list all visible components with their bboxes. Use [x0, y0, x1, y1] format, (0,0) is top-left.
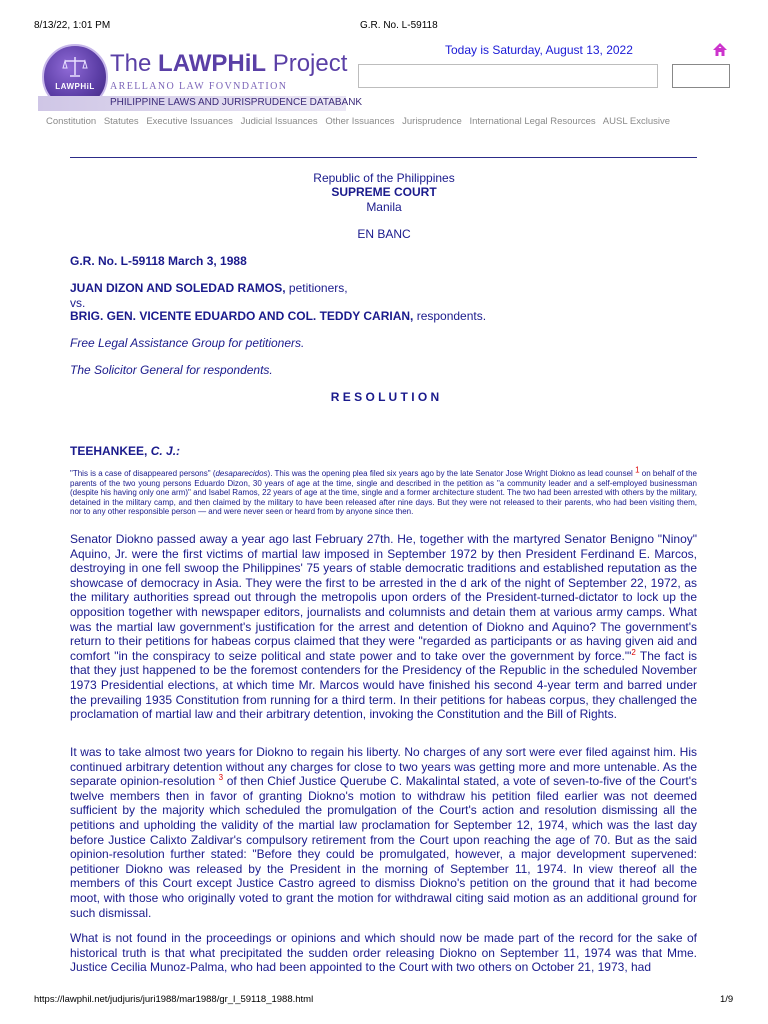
- republic-heading: Republic of the Philippines: [313, 171, 455, 185]
- footnote-link-3[interactable]: 3: [218, 773, 224, 783]
- paragraph-2: [70, 745, 697, 920]
- counsel-petitioners: Free Legal Assistance Group for petitioners.: [70, 336, 305, 350]
- respondents-names: BRIG. GEN. VICENTE EDUARDO AND COL. TEDDY CARIAN,: [70, 309, 414, 323]
- opening-text-a: "This is a case of disappeared persons" (: [70, 469, 216, 478]
- header-divider: [70, 157, 697, 158]
- home-icon[interactable]: [712, 42, 728, 58]
- nav-other-issuances[interactable]: Other Issuances: [325, 116, 395, 127]
- opening-plea-paragraph: [70, 465, 697, 517]
- search-button[interactable]: [672, 64, 730, 88]
- site-title-prefix: The: [110, 50, 159, 77]
- site-title-bold: LAWPHiL: [158, 50, 267, 77]
- ponente-title: C. J.:: [150, 444, 181, 458]
- site-title-suffix: Project: [266, 50, 348, 77]
- nav-international-legal-resources[interactable]: International Legal Resources: [469, 116, 596, 127]
- today-date: Today is Saturday, August 13, 2022: [445, 43, 633, 57]
- main-nav: [46, 116, 675, 127]
- petitioners-names: JUAN DIZON AND SOLEDAD RAMOS,: [70, 281, 286, 295]
- nav-judicial-issuances[interactable]: Judicial Issuances: [240, 116, 318, 127]
- paragraph-1: [70, 532, 697, 722]
- opening-text-italic: desaparecidos: [215, 469, 268, 478]
- search-input[interactable]: [358, 64, 658, 88]
- logo-label: LAWPHiL: [55, 82, 95, 91]
- site-subtitle: ARELLANO LAW FOVNDATION: [110, 81, 288, 92]
- case-number: G.R. No. L-59118 March 3, 1988: [70, 254, 247, 268]
- paragraph-3: What is not found in the proceedings or opinions and which should now be made part of the record for the sake of historical truth is that what precipitated the sudden order releasing Diokno on September 11, 1974 was that Mme. Justice Cecilia Munoz-Palma, who had been appointed to the Court with two others on October 21, 1973, had: [70, 931, 697, 975]
- nav-ausl-exclusive[interactable]: AUSL Exclusive: [602, 116, 671, 127]
- opening-text-b: ). This was the opening plea filed six years ago by the late Senator Jose Wright Diokno as lead counsel: [267, 469, 636, 478]
- counsel-respondents: The Solicitor General for respondents.: [70, 363, 273, 377]
- versus: vs.: [70, 296, 86, 310]
- print-footer-url: https://lawphil.net/judjuris/juri1988/mar1988/gr_l_59118_1988.html: [34, 994, 314, 1005]
- site-title[interactable]: [110, 50, 347, 78]
- respondents-role: respondents.: [413, 309, 487, 323]
- petitioners-role: petitioners,: [285, 281, 348, 295]
- respondents-line: [70, 309, 697, 323]
- scales-of-justice-icon: [62, 55, 88, 79]
- paragraph-1-text-a: Senator Diokno passed away a year ago last February 27th. He, together with the martyred Senator Benigno "Ninoy" Aquino, Jr. were the first victims of martial law imposed in September 1972 by then President Ferdinand E. Marcos, destroying in one fell swoop the Philippines' 75 years of stable democratic traditions and established reputation as the showcase of democracy in Asia. They were the first to be arrested in the d ark of the night of September 22, 1972, as the military authorities spread out through the metropolis upon orders of the President-turned-dictator to lock up the opposition together with newspaper editors, journalists and columnists and detain them at various army camps. What was the martial law government's justification for the arrest and detention of Diokno and Aquino? The government's return to their petitions for habeas corpus claimed that they were "regarded as participants or as having given aid and comfort "in the conspiracy to seize political and state power and to take over the government by force."': [70, 532, 697, 663]
- paragraph-2-text-a: It was to take almost two years for Diokno to regain his liberty. No charges of any sort were ever filed against him. His continued arbitrary detention without any charges for close to two years was getting more and more untenable. As the separate opinion-resolution: [70, 745, 697, 789]
- petitioners-line: [70, 281, 697, 295]
- paragraph-1-text-b: The fact is that they just happened to be the foremost contenders for the Presidency of the Republic in the scheduled November 1973 Presidential elections, at which time Mr. Marcos would have finished his second 4-year term and barred under the prevailing 1935 Constitution from running for a third term. In their petitions for habeas corpus, they challenged the proclamation of martial law and their arbitrary detention, invoking the Constitution and the Bill of Rights.: [70, 648, 697, 722]
- tagline-bar: [38, 96, 363, 111]
- opening-text-c: on behalf of the parents of the two young persons Eduardo Dizon, 30 years of age at the time, single and described in the petition as "a community leader and a self-employed businessman (despite his having only one arm)" and Isabel Ramos, 22 years of age at the time, single and a former architecture student. The two had been arrested with others by the military, detained in the military camp, and then claimed by the military to have been released after nine days. But they were not released to their parents, who had been visiting them, nor to any other responsible person — and were never seen or heard from by anyone since then.: [70, 469, 697, 517]
- ponente: [70, 444, 697, 458]
- footnote-link-2[interactable]: 2: [631, 647, 636, 657]
- nav-statutes[interactable]: Statutes: [103, 116, 139, 127]
- resolution-heading: R E S O L U T I O N: [330, 390, 440, 404]
- tagline-text: PHILIPPINE LAWS AND JURISPRUDENCE DATABANK: [110, 97, 363, 108]
- city-heading: Manila: [366, 200, 402, 214]
- court-heading: SUPREME COURT: [331, 185, 437, 199]
- print-doc-title: G.R. No. L-59118: [360, 20, 438, 31]
- print-datetime: 8/13/22, 1:01 PM: [34, 20, 111, 31]
- paragraph-2-text-b: of then Chief Justice Querube C. Makalintal stated, a vote of seven-to-five of the Court's twelve members then in favor of granting Diokno's motion to withdraw his petition filed earlier was not deemed sufficient by the majority which scheduled the promulgation of the Court's action and resolution dismissing all the petitions and upholding the validity of the martial law proclamation for September 12, 1974, which was the last day before Justice Calixto Zaldivar's compulsory retirement from the Court upon reaching the age of 70. But as the said opinion-resolution further stated: "Before they could be promulgated, however, a major development supervened: petitioner Diokno was released by the President in the morning of September 11, 1974. In view thereof all the members of this Court except Justice Castro agreed to dismiss Diokno's petition on the ground that it had become moot, with those who originally voted to grant the motion for withdrawal citing said motion as an additional ground for such dismissal.: [70, 774, 697, 920]
- nav-jurisprudence[interactable]: Jurisprudence: [402, 116, 462, 127]
- division-heading: EN BANC: [357, 227, 411, 241]
- footnote-link-1[interactable]: 1: [635, 465, 640, 475]
- ponente-name: TEEHANKEE,: [70, 444, 151, 458]
- print-footer-page: 1/9: [720, 994, 734, 1005]
- nav-executive-issuances[interactable]: Executive Issuances: [146, 116, 233, 127]
- nav-constitution[interactable]: Constitution: [46, 116, 97, 127]
